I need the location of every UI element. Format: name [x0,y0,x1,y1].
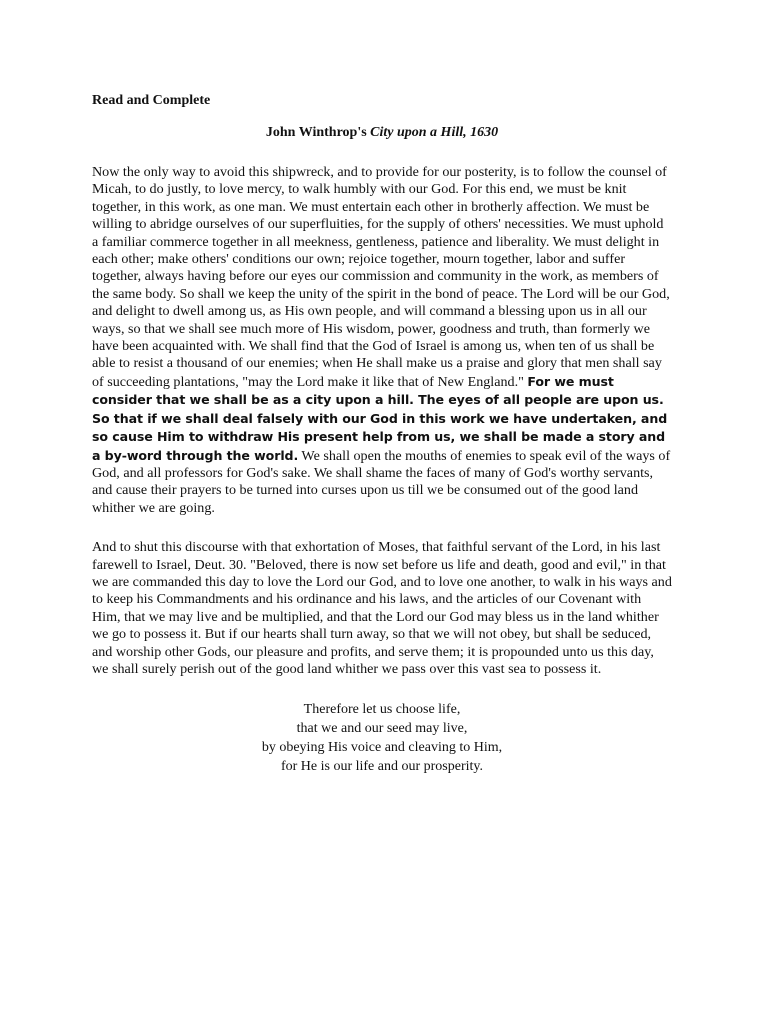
paragraph-1 [92,164,672,517]
verse-line: by obeying His voice and cleaving to Him, [261,740,503,756]
paragraph-1-text-a: Now the only way to avoid this shipwreck, and to provide for our posterity, is to follow the counsel of Micah, to do justly, to love mercy, to walk humbly with our God. For this end, we must be knit together, in this work, as one man. We must entertain each other in brotherly affection. We must be willing to abridge ourselves of our superfluities, for the supply of others' necessities. We must uphold a familiar commerce together in all meekness, gentleness, patience and liberality. We must delight in each other; make others' conditions our own; rejoice together, mourn together, labor and suffer together, always having before our eyes our commission and community in the work, as members of the same body. So shall we keep the unity of the spirit in the bond of peace. The Lord will be our God, and delight to dwell among us, as His own people, and will command a blessing upon us in all our ways, so that we shall see much more of His wisdom, power, goodness and truth, than formerly we have been acquainted with. We shall find that the God of Israel is among us, when ten of us shall be able to resist a thousand of our enemies; when He shall make us a praise and glory that men shall say of succeeding plantations, "may the Lord make it like that of New England." [92,164,670,390]
paragraph-1-bold-text: For we must consider that we shall be as a city upon a hill. The eyes of all people are upon us. So that if we shall deal falsely with our God in this work we have undertaken, and so cause Him to withdraw His present help from us, we shall be made a story and a by-word through the world. [92,373,668,463]
verse-line: that we and our seed may live, [296,721,468,737]
paragraph-2: And to shut this discourse with that exhortation of Moses, that faithful servant of the Lord, in his last farewell to Israel, Deut. 30. "Beloved, there is now set before us life and death, good and evil," in that we are commanded this day to love the Lord our God, and to love one another, to walk in his ways and to keep his Commandments and his ordinance and his laws, and the articles of our Covenant with Him, that we may live and be multiplied, and that the Lord our God may bless us in the land whither we go to possess it. But if our hearts shall turn away, so that we will not obey, but shall be seduced, and worship other Gods, our pleasure and profits, and serve them; it is propounded unto us this day, we shall surely perish out of the good land whither we pass over this vast sea to possess it. [92,539,672,677]
title-work: City upon a Hill, 1630 [370,125,499,140]
verse-line: for He is our life and our prosperity. [280,759,484,775]
paragraph-1-text-b: We shall open the mouths of enemies to speak evil of the ways of God, and all professors for God's sake. We shall shame the faces of many of God's worthy servants, and cause their prayers to be turned into curses upon us till we be consumed out of the good land whither we are going. [92,447,671,516]
document-page [92,92,672,776]
document-title [92,124,672,142]
title-author: John Winthrop's [265,125,367,140]
verse-line: Therefore let us choose life, [303,702,461,718]
section-heading: Read and Complete [92,93,211,108]
closing-verse [92,700,672,776]
